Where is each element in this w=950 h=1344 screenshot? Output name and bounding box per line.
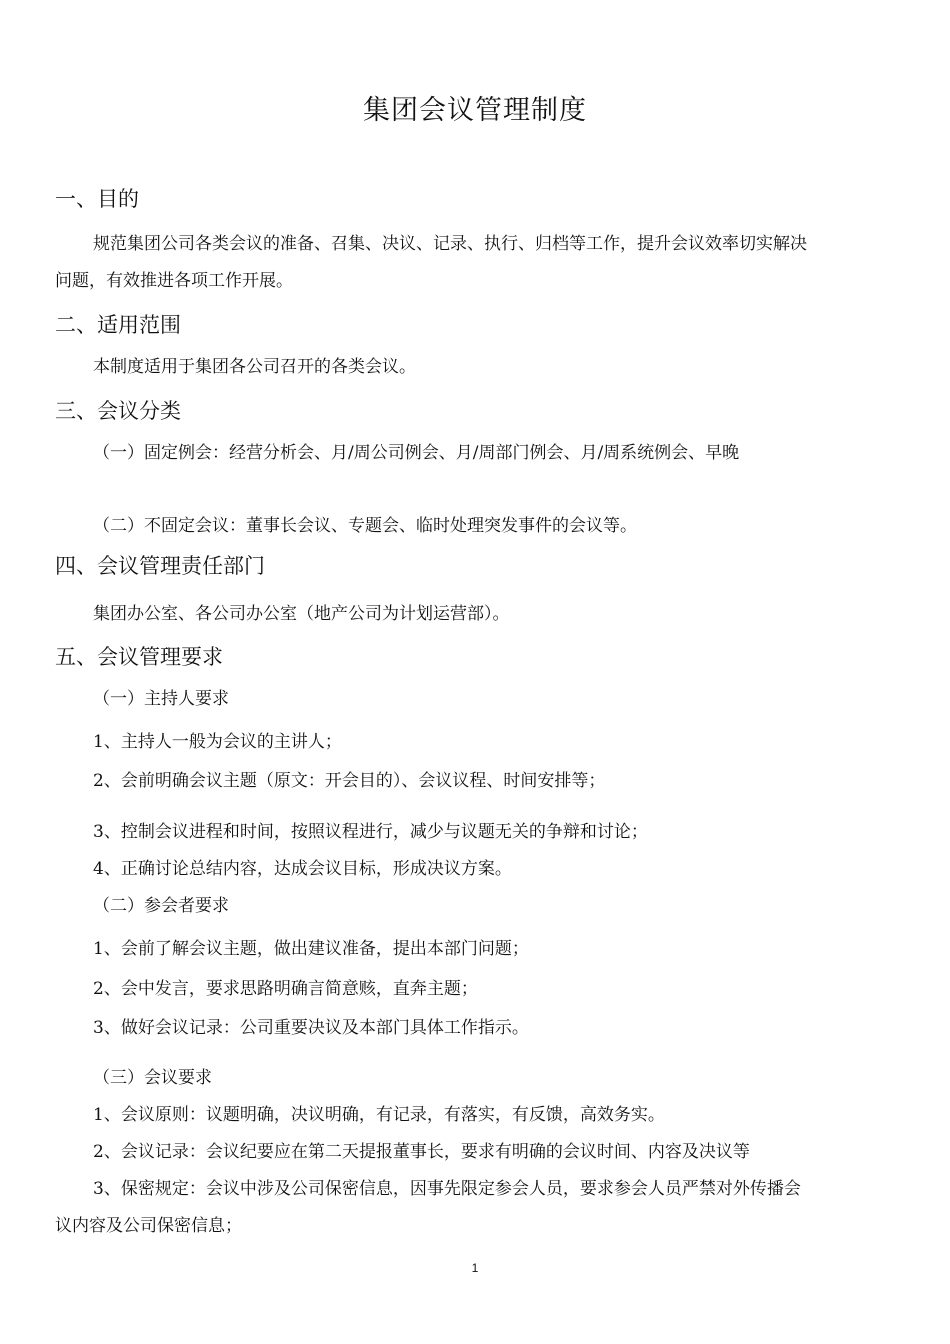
classification-item-nonfixed: （二）不固定会议：董事长会议、专题会、临时处理突发事件的会议等。 (93, 516, 637, 536)
list-item: 1、主持人一般为会议的主讲人； (93, 732, 342, 752)
list-item: 2、会前明确会议主题（原文：开会目的）、会议议程、时间安排等； (93, 771, 606, 791)
list-item: 3、做好会议记录：公司重要决议及本部门具体工作指示。 (93, 1018, 529, 1038)
classification-item-fixed: （一）固定例会：经营分析会、月/周公司例会、月/周部门例会、月/周系统例会、早晚 (93, 443, 740, 463)
list-item: 1、会议原则：议题明确，决议明确，有记录，有落实，有反馈，高效务实。 (93, 1105, 665, 1125)
subheading-host-requirements: （一）主持人要求 (93, 689, 229, 709)
list-item: 3、保密规定：会议中涉及公司保密信息，因事先限定参会人员，要求参会人员严禁对外传播会 (93, 1179, 801, 1199)
list-item: 2、会议记录：会议纪要应在第二天提报董事长，要求有明确的会议时间、内容及决议等 (93, 1142, 750, 1162)
section-heading-classification: 三、会议分类 (55, 399, 181, 423)
list-item: 4、正确讨论总结内容，达成会议目标，形成决议方案。 (93, 859, 512, 879)
document-title: 集团会议管理制度 (363, 95, 587, 126)
list-item-continuation: 议内容及公司保密信息； (55, 1216, 242, 1236)
page-number: 1 (471, 1261, 479, 1275)
paragraph-scope: 本制度适用于集团各公司召开的各类会议。 (93, 357, 416, 377)
paragraph-purpose-line2: 问题，有效推进各项工作开展。 (55, 271, 293, 291)
section-heading-purpose: 一、目的 (55, 187, 139, 211)
list-item: 2、会中发言，要求思路明确言简意赅，直奔主题； (93, 979, 478, 999)
list-item: 1、会前了解会议主题，做出建议准备，提出本部门问题； (93, 939, 529, 959)
subheading-meeting-requirements: （三）会议要求 (93, 1068, 212, 1088)
paragraph-purpose-line1: 规范集团公司各类会议的准备、召集、决议、记录、执行、归档等工作，提升会议效率切实解决 (93, 234, 807, 254)
list-item: 3、控制会议进程和时间，按照议程进行，减少与议题无关的争辩和讨论； (93, 822, 648, 842)
subheading-attendee-requirements: （二）参会者要求 (93, 896, 229, 916)
section-heading-responsible-dept: 四、会议管理责任部门 (55, 554, 265, 578)
paragraph-responsible-dept: 集团办公室、各公司办公室（地产公司为计划运营部）。 (93, 604, 510, 624)
section-heading-scope: 二、适用范围 (55, 313, 181, 337)
section-heading-requirements: 五、会议管理要求 (55, 645, 223, 669)
